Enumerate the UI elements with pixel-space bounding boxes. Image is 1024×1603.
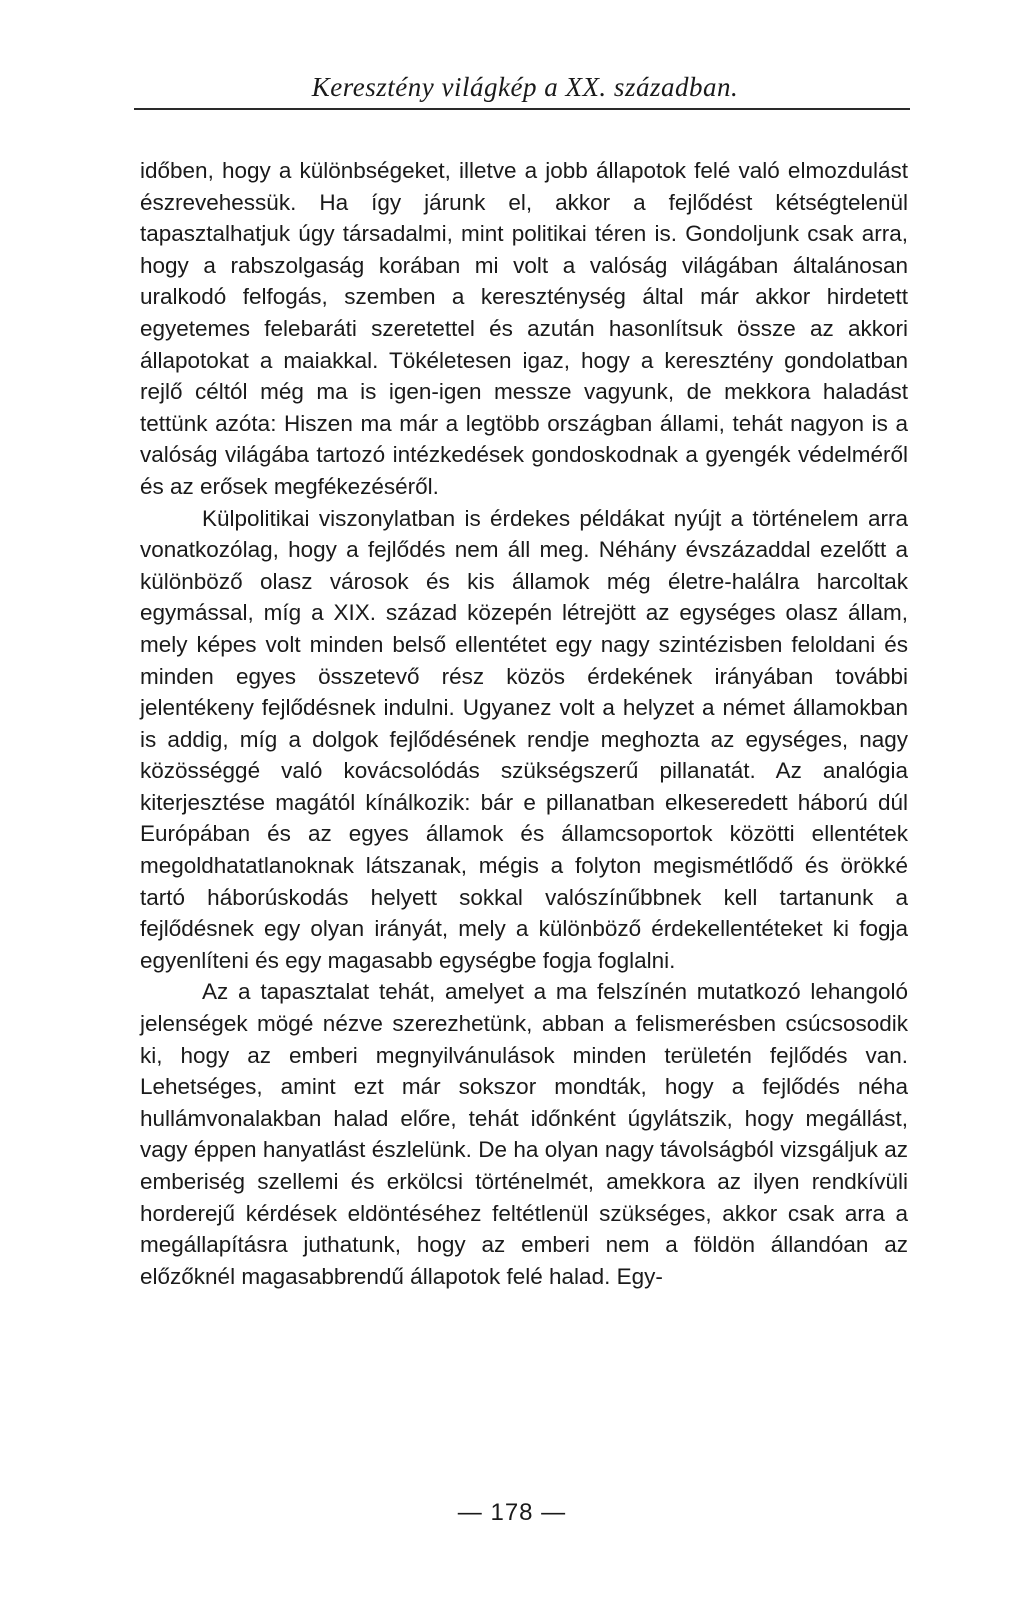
paragraph-2: Külpolitikai viszonylatban is érdekes példákat nyújt a történelem arra vonatkozólag, hogy a fejlődés nem áll meg. Néhány évszázaddal ezelőtt a különböző olasz városok és kis államok még életre-halálra harcoltak egymással, míg a XIX. század közepén létrejött az egységes olasz állam, mely képes volt minden belső ellentétet egy nagy szintézisben feloldani és minden egyes összetevő rész közös érdekének irányában további jelentékeny fejlődésnek indulni. Ugyanez volt a helyzet a német államokban is addig, míg a dolgok fejlődésének rendje meghozta az egységes, nagy közösséggé való kovácsolódás szükségszerű pillanatát. Az analógia kiterjesztése magától kínálkozik: bár e pillanatban elkeseredett háború dúl Európában és az egyes államok és államcsoportok közötti ellentétek megoldhatatlanoknak látszanak, mégis a folyton megismétlődő és örökké tartó háborúskodás helyett sokkal valószínűbbnek kell tartanunk a fejlődésnek egy olyan irányát, mely a különböző érdekellentéteket ki fogja egyenlíteni és egy magasabb egységbe fogja foglalni. <box>140 505 908 973</box>
header-rule <box>134 108 910 110</box>
paragraph-3: Az a tapasztalat tehát, amelyet a ma felszínén mutatkozó lehangoló jelenségek mögé nézve szerezhetünk, abban a felismerésben csúcsosodik ki, hogy az emberi megnyilvánulások minden területén fejlődés van. Lehetséges, amint ezt már sokszor mondták, hogy a fejlődés néha hullámvonalakban halad előre, tehát időnként úgylátszik, hogy megállást, vagy éppen hanyatlást észlelünk. De ha olyan nagy távolságból vizsgáljuk az emberiség szellemi és erkölcsi történelmét, amekkora az ilyen rendkívüli horderejű kérdések eldöntéséhez feltétlenül szükséges, akkor csak arra a megállapításra juthatunk, hogy az emberi nem a földön állandóan az előzőknél magasabbrendű állapotok felé halad. Egy- <box>140 979 908 1289</box>
paragraph-1: időben, hogy a különbségeket, illetve a jobb állapotok felé való elmozdulást észrevehessük. Ha így járunk el, akkor a fejlődést kétségtelenül tapasztalhatjuk úgy társadalmi, mint politikai téren is. Gondoljunk csak arra, hogy a rabszolgaság korában mi volt a valóság világában általánosan uralkodó felfogás, szemben a kereszténység által már akkor hirdetett egyetemes felebaráti szeretettel és azután hasonlítsuk össze az akkori állapotokat a maiakkal. Tökéletesen igaz, hogy a keresztény gondolatban rejlő céltól még ma is igen-igen messze vagyunk, de mekkora haladást tettünk azóta: Hiszen ma már a legtöbb országban állami, tehát nagyon is a valóság világába tartozó intézkedések gondoskodnak a gyengék védelméről és az erősek megfékezéséről. <box>140 158 908 499</box>
page-number: — 178 — <box>457 1499 567 1526</box>
body-text <box>140 155 908 1292</box>
running-header-title: Keresztény világkép a XX. században. <box>311 72 739 102</box>
